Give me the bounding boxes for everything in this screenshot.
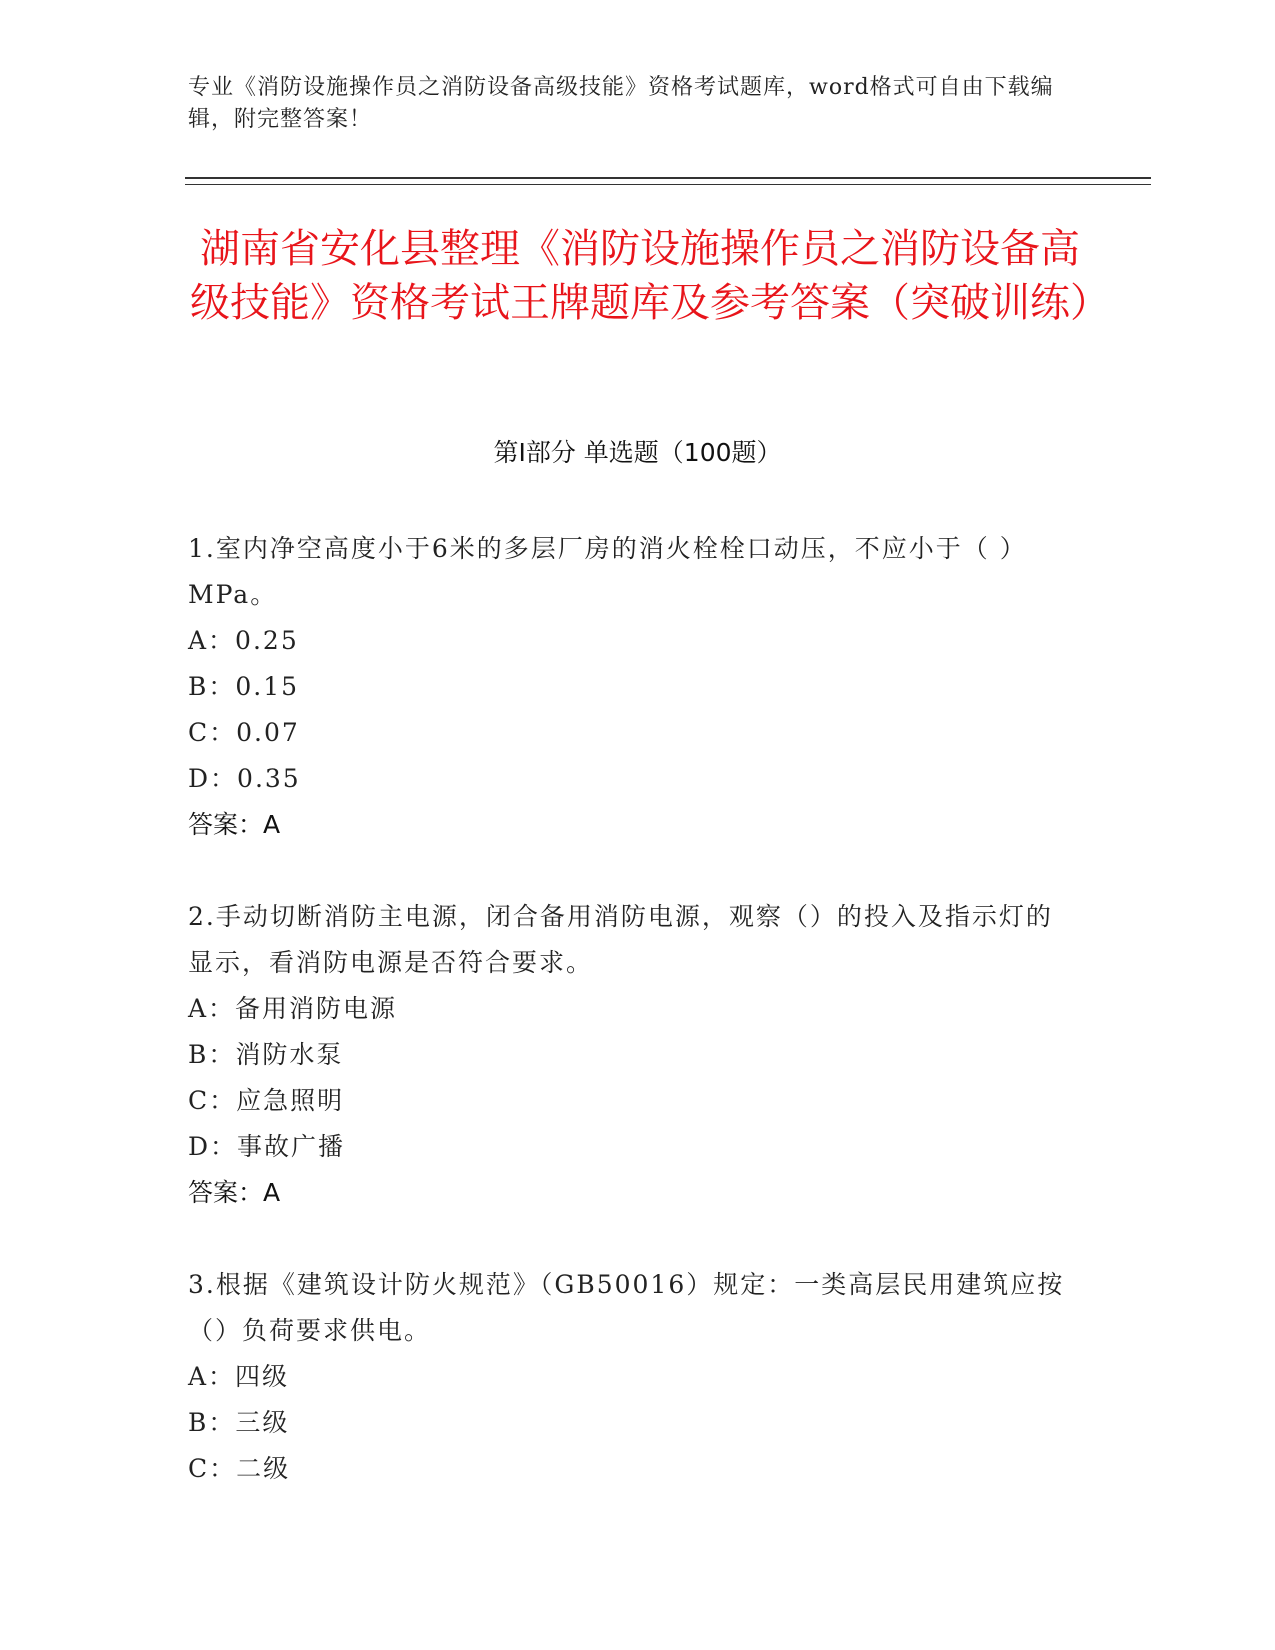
- question-stem: 2.手动切断消防主电源，闭合备用消防电源，观察（）的投入及指示灯的显示，看消防电源是否符合要求。: [188, 902, 1053, 977]
- section-heading: 第I部分 单选题（100题）: [493, 438, 782, 467]
- option-c: C：应急照明: [188, 1086, 345, 1115]
- header-divider-thin: [185, 184, 1151, 185]
- option-a: A：四级: [188, 1362, 290, 1391]
- question-item-3: [188, 1262, 1068, 1492]
- question-stem: 1.室内净空高度小于6米的多层厂房的消火栓栓口动压，不应小于（ ）MPa。: [188, 534, 1027, 609]
- option-b: B：消防水泵: [188, 1040, 344, 1069]
- option-a: A：0.25: [188, 626, 299, 655]
- option-b: B：三级: [188, 1408, 290, 1437]
- header-divider-thick: [185, 177, 1151, 179]
- question-stem: 3.根据《建筑设计防火规范》（GB50016）规定：一类高层民用建筑应按（）负荷要求供电。: [188, 1270, 1065, 1345]
- option-b: B：0.15: [188, 672, 300, 701]
- option-a: A：备用消防电源: [188, 994, 398, 1023]
- question-item-1: [188, 526, 1068, 848]
- option-d: D：事故广播: [188, 1132, 346, 1161]
- option-c: C：二级: [188, 1454, 291, 1483]
- answer-line: 答案：A: [188, 1178, 281, 1207]
- option-c: C：0.07: [188, 718, 300, 747]
- option-d: D：0.35: [188, 764, 301, 793]
- question-list: [188, 526, 1068, 1538]
- document-title: 湖南省安化县整理《消防设施操作员之消防设备高级技能》资格考试王牌题库及参考答案（突破训练）: [190, 226, 1110, 326]
- question-item-2: [188, 894, 1068, 1216]
- answer-line: 答案：A: [188, 810, 281, 839]
- header-note: 专业《消防设施操作员之消防设备高级技能》资格考试题库，word格式可自由下载编辑，附完整答案！: [188, 75, 1054, 132]
